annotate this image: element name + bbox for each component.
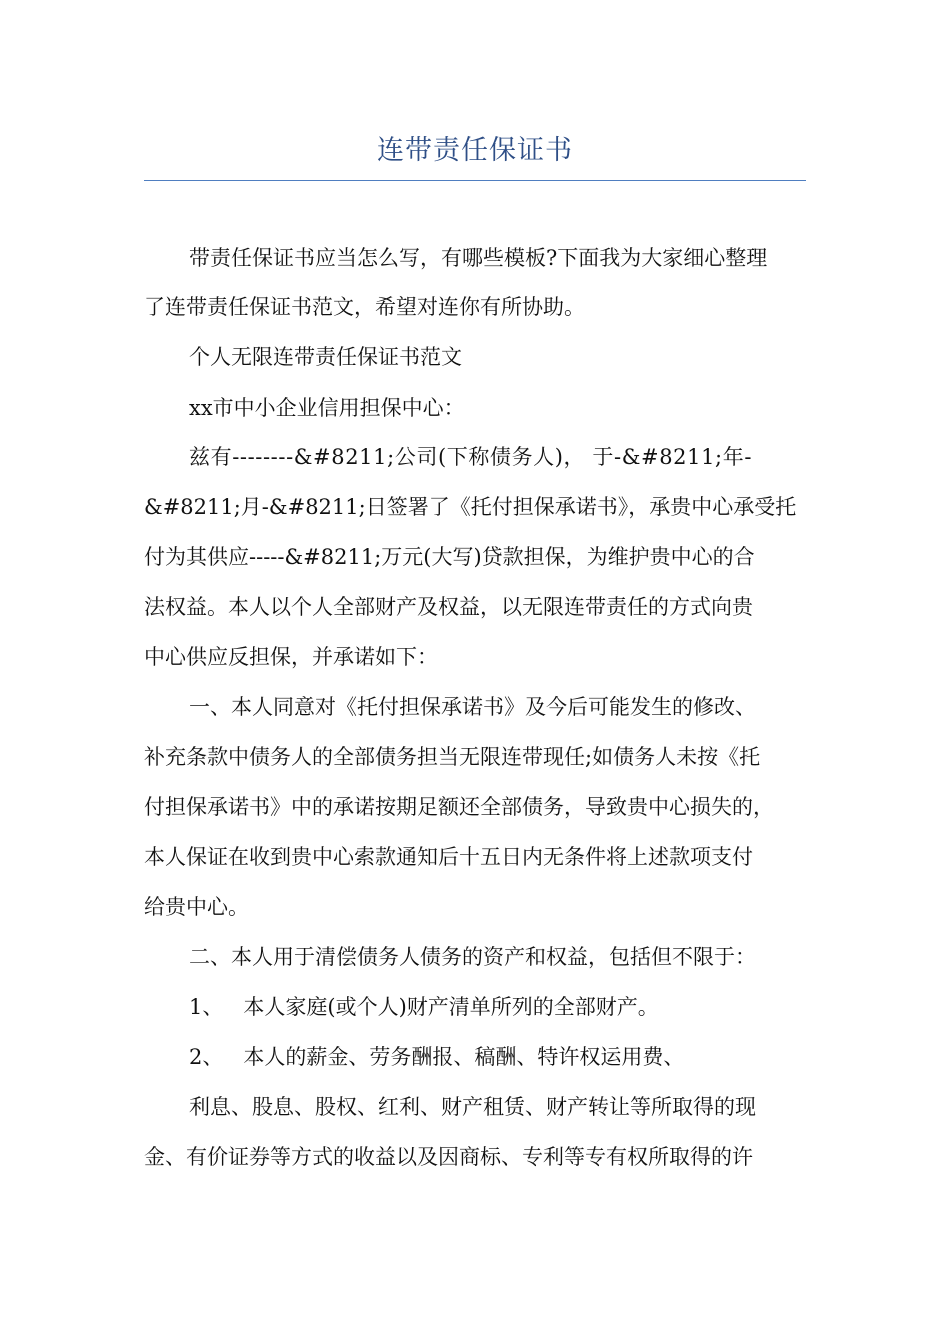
list-item	[189, 992, 869, 1022]
list-number: 1、	[189, 995, 224, 1019]
paragraph-line: 付担保承诺书》中的承诺按期足额还全部债务，导致贵中心损失的，	[144, 795, 774, 819]
paragraph-line: xx市中小企业信用担保中心：	[189, 396, 465, 420]
paragraph-line: &#8211;月-&#8211;日签署了《托付担保承诺书》，承贵中心承受托	[144, 495, 797, 519]
paragraph-line: 补充条款中债务人的全部债务担当无限连带现任;如债务人未按《托	[144, 745, 761, 769]
document-title: 连带责任保证书	[377, 135, 573, 166]
paragraph-line: 法权益。本人以个人全部财产及权益，以无限连带责任的方式向贵	[144, 595, 753, 619]
paragraph-line: 本人保证在收到贵中心索款通知后十五日内无条件将上述款项支付	[144, 845, 753, 869]
paragraph-line: 金、有价证券等方式的收益以及因商标、专利等专有权所取得的许	[144, 1145, 753, 1169]
list-item-text: 本人的薪金、劳务酬报、稿酬、特许权运用费、	[243, 1045, 685, 1069]
paragraph-line: 二、本人用于清偿债务人债务的资产和权益，包括但不限于：	[189, 945, 756, 969]
paragraph-line: 了连带责任保证书范文，希望对连你有所协助。	[144, 295, 585, 319]
paragraph-line: 带责任保证书应当怎么写，有哪些模板?下面我为大家细心整理	[189, 246, 768, 270]
list-item-text: 本人家庭(或个人)财产清单所列的全部财产。	[243, 995, 659, 1019]
paragraph-line: 给贵中心。	[144, 895, 249, 919]
paragraph-line: 兹有--------&#8211;公司(下称债务人)， 于-&#8211;年-	[189, 445, 753, 469]
title-underline	[144, 180, 806, 181]
paragraph-line: 付为其供应-----&#8211;万元(大写)贷款担保，为维护贵中心的合	[144, 545, 755, 569]
paragraph-line: 中心供应反担保，并承诺如下：	[144, 645, 438, 669]
paragraph-line: 利息、股息、股权、红利、财产租赁、财产转让等所取得的现	[189, 1095, 756, 1119]
paragraph-line: 一、本人同意对《托付担保承诺书》及今后可能发生的修改、	[189, 695, 756, 719]
list-item	[189, 1042, 869, 1072]
paragraph-line: 个人无限连带责任保证书范文	[189, 345, 462, 369]
list-number: 2、	[189, 1045, 224, 1069]
